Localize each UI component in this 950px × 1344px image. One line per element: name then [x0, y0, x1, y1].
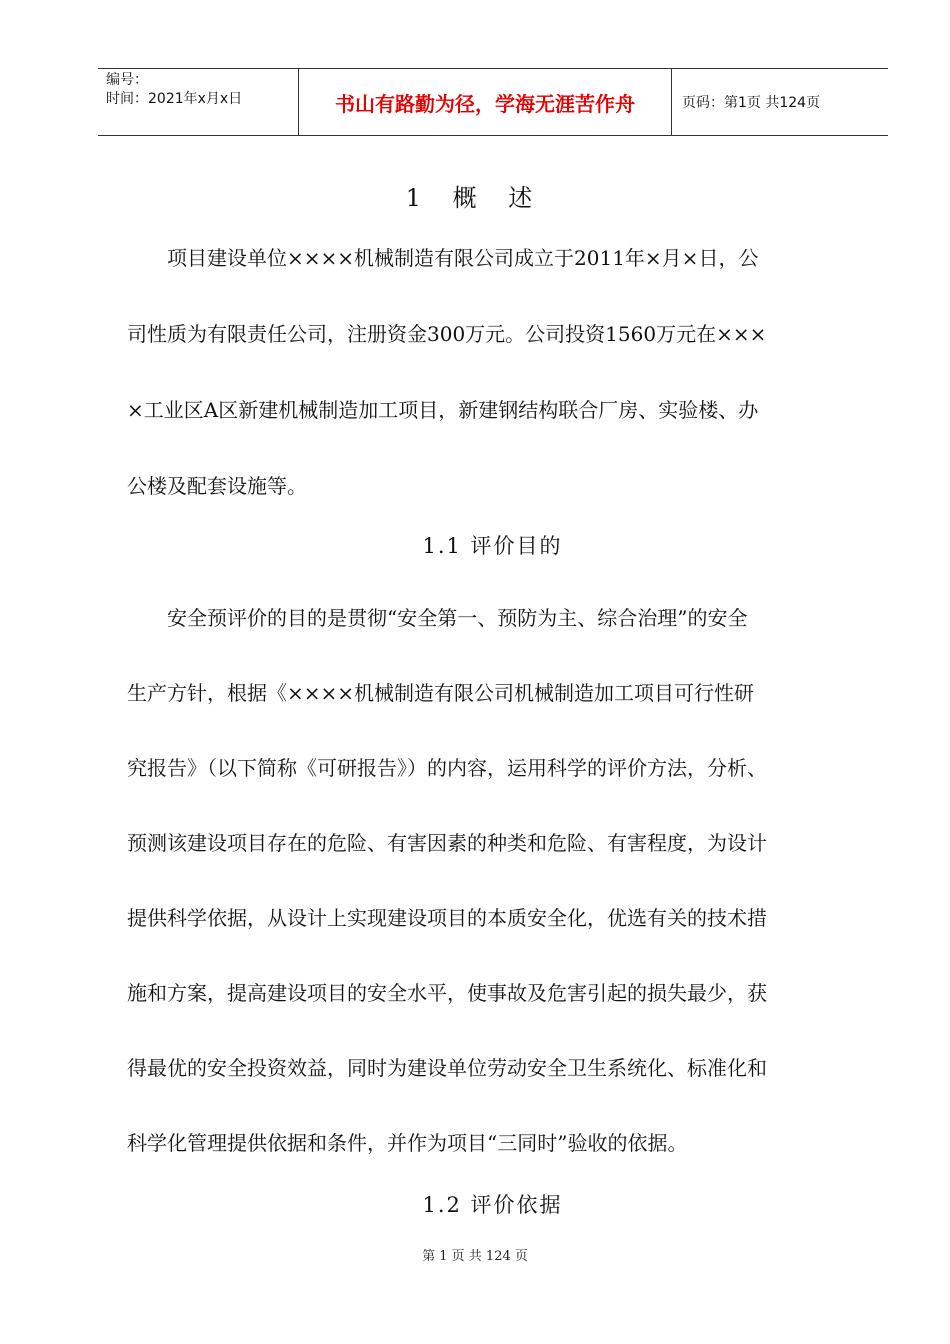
- header-meta-cell: [98, 69, 299, 135]
- section-1-heading: 1 概 述: [405, 184, 545, 212]
- paragraph-line: 项目建设单位××××机械制造有限公司成立于2011年×月×日，公: [167, 246, 759, 270]
- section-1-1-paragraph: [127, 604, 862, 1204]
- paragraph-line: 得最优的安全投资效益，同时为建设单位劳动安全卫生系统化、标准化和: [127, 1056, 767, 1080]
- paragraph-line: 施和方案，提高建设项目的安全水平，使事故及危害引起的损失最少，获: [127, 981, 767, 1005]
- header-page-info: 页码：第1页 共124页: [682, 95, 821, 111]
- document-header: [98, 68, 888, 136]
- paragraph-line: 预测该建设项目存在的危险、有害因素的种类和危险、有害程度，为设计: [127, 831, 767, 855]
- page-footer: 第 1 页 共 124 页: [422, 1249, 528, 1264]
- header-motto: 书山有路勤为径，学海无涯苦作舟: [299, 69, 672, 135]
- serial-number-label: 编号：: [106, 72, 148, 88]
- section-1-paragraph: [127, 244, 862, 548]
- paragraph-line: 科学化管理提供依据和条件，并作为项目“三同时”验收的依据。: [127, 1131, 688, 1155]
- paragraph-line: 生产方针，根据《××××机械制造有限公司机械制造加工项目可行性研: [127, 681, 755, 705]
- section-1-2-heading: 1.2 评价依据: [422, 1193, 563, 1217]
- paragraph-line: 提供科学依据，从设计上实现建设项目的本质安全化，优选有关的技术措: [127, 906, 767, 930]
- date-label: 时间：2021年x月x日: [106, 91, 243, 107]
- paragraph-line: 司性质为有限责任公司，注册资金300万元。公司投资1560万元在×××: [127, 322, 767, 346]
- paragraph-line: 究报告》（以下简称《可研报告》）的内容，运用科学的评价方法，分析、: [127, 756, 767, 780]
- paragraph-line: 公楼及配套设施等。: [127, 474, 307, 498]
- paragraph-line: 安全预评价的目的是贯彻“安全第一、预防为主、综合治理”的安全: [167, 606, 748, 630]
- section-1-1-heading: 1.1 评价目的: [422, 534, 563, 558]
- paragraph-line: ×工业区A区新建机械制造加工项目，新建钢结构联合厂房、实验楼、办: [127, 398, 759, 422]
